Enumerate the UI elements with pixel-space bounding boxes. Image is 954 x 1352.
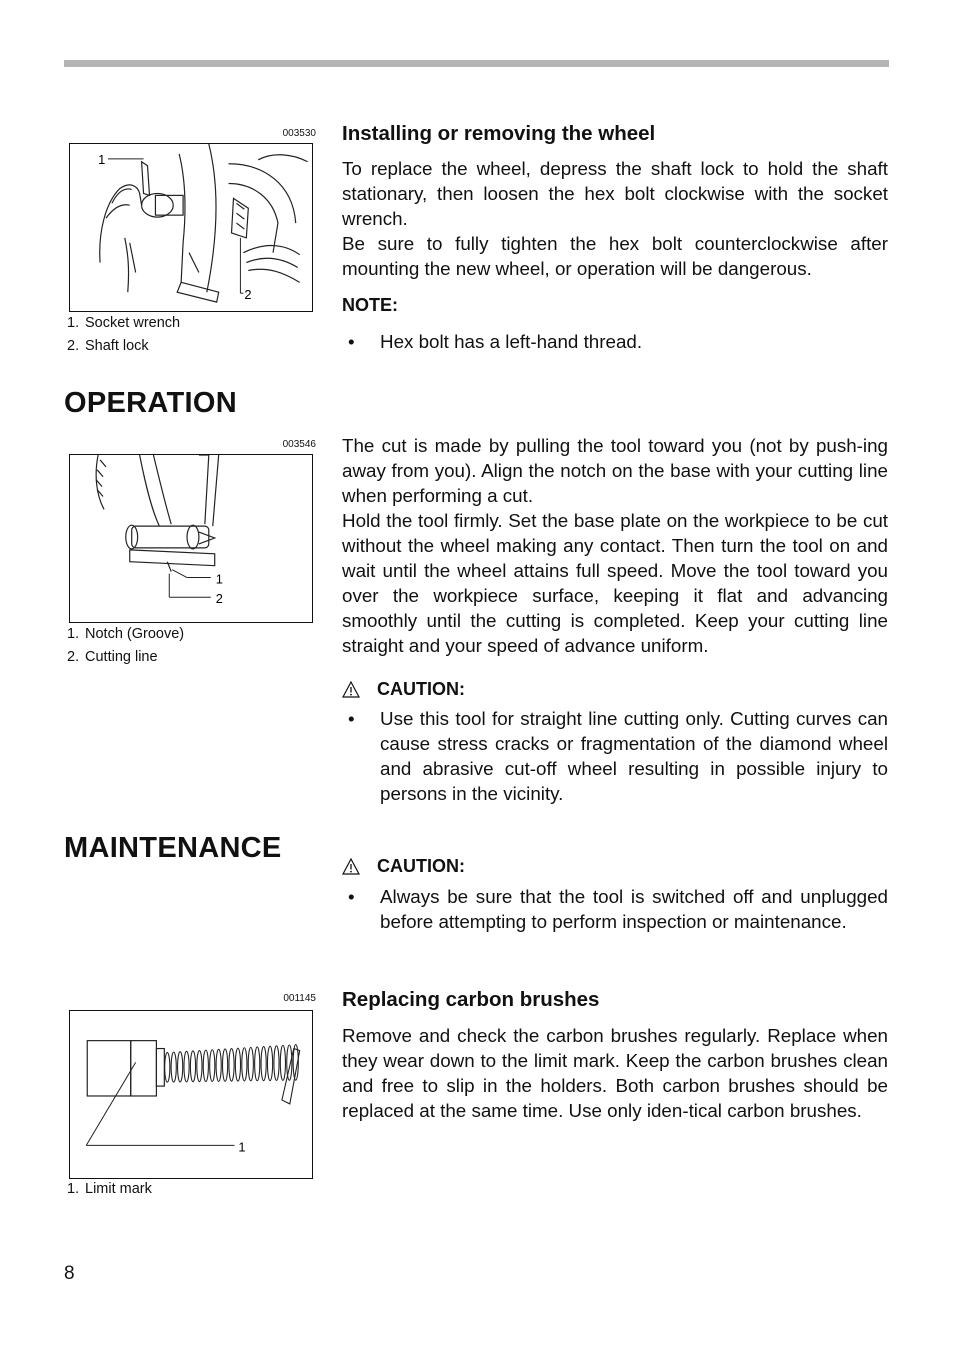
section-heading-install: Installing or removing the wheel — [342, 122, 656, 145]
paragraph: Hold the tool firmly. Set the base plate on the workpiece to be cut without the wheel making any contact. Then turn the tool on and wait until the wheel attains full speed. Move the tool toward you over the workpiece surface, keeping it flat and advancing smoothly until the cutting is completed. Keep your cutting line straight and your speed of advance uniform. — [342, 510, 888, 656]
figure-caption-list — [67, 312, 180, 358]
warning-triangle-icon — [342, 681, 360, 698]
callout-1: 1 — [238, 1139, 246, 1155]
figure-carbon-brush — [69, 1010, 313, 1179]
spring-coil — [184, 1051, 189, 1082]
paragraph: To replace the wheel, depress the shaft lock to hold the shaft stationary, then loosen the hex bolt clockwise with the socket wrench. — [342, 158, 888, 229]
paragraph: Remove and check the carbon brushes regularly. Replace when they wear down to the limit mark. Keep the carbon brushes clean and free to slip in the holders. Both carbon brushes should be replaced at the same time. Use only iden-tical carbon brushes. — [342, 1025, 888, 1121]
figure-code: 001145 — [283, 993, 316, 1004]
section-title-operation: OPERATION — [64, 387, 237, 419]
caption-item: 2. Shaft lock — [67, 338, 149, 354]
spring-coil — [210, 1050, 215, 1082]
spring-coil — [197, 1051, 202, 1082]
spring-coil — [216, 1049, 221, 1081]
caution-bullet: • Use this tool for straight line cutting only. Cutting curves can cause stress cracks or fragmentation of the diamond wheel and abrasive cut-off wheel resulting in possible injury to persons in the vicinity. — [348, 708, 888, 804]
spring-coil — [274, 1046, 279, 1081]
spring-coil — [235, 1048, 240, 1081]
spring-coil — [242, 1048, 247, 1081]
bullet-dot: • — [348, 331, 355, 352]
spring-coil — [190, 1051, 195, 1082]
callout-2: 2 — [244, 287, 252, 303]
figure-caption-list — [67, 1178, 152, 1201]
figure-caption-list — [67, 623, 184, 669]
spring-coil — [255, 1047, 260, 1081]
section-heading-brushes: Replacing carbon brushes — [342, 988, 600, 1011]
callout-1: 1 — [98, 151, 106, 167]
carbon-brush-illustration — [70, 1011, 312, 1178]
caption-item: 1. Notch (Groove) — [67, 626, 185, 642]
spring-coil — [248, 1047, 253, 1080]
notch-illustration — [70, 455, 312, 622]
bullet-dot: • — [348, 886, 355, 907]
spring-coil — [261, 1047, 266, 1081]
figure-code: 003546 — [282, 439, 316, 450]
spring-coil — [178, 1052, 183, 1082]
caption-item: 1. Socket wrench — [67, 315, 181, 331]
spring-coil — [280, 1045, 285, 1080]
bullet-dot: • — [348, 708, 355, 729]
note-label: NOTE: — [342, 295, 398, 315]
paragraph: Be sure to fully tighten the hex bolt counterclockwise after mounting the new wheel, or operation will be dangerous. — [342, 233, 888, 279]
warning-triangle-icon — [342, 858, 360, 875]
figure-wheel-install — [69, 143, 313, 312]
caution-label: CAUTION: — [342, 679, 465, 700]
callout-1: 1 — [215, 571, 223, 587]
section-title-maintenance: MAINTENANCE — [64, 832, 282, 864]
callout-2: 2 — [215, 591, 223, 607]
caution-label: CAUTION: — [342, 856, 465, 877]
wheel-install-illustration — [70, 144, 312, 311]
caution-bullet: • Always be sure that the tool is switched off and unplugged before attempting to perform inspection or maintenance. — [348, 886, 888, 932]
caption-item: 2. Cutting line — [67, 649, 158, 665]
spring-coil — [267, 1046, 272, 1080]
figure-notch — [69, 454, 313, 623]
spring-coil — [165, 1053, 170, 1083]
header-rule — [64, 60, 889, 67]
page-number: 8 — [64, 1263, 75, 1284]
spring-coil — [229, 1049, 234, 1082]
figure-code: 003530 — [282, 128, 316, 139]
paragraph: The cut is made by pulling the tool toward you (not by push-ing away from you). Align the notch on the base with your cutting line when performing a cut. — [342, 435, 888, 506]
caption-item: 1. Limit mark — [67, 1181, 152, 1197]
spring-coil — [203, 1050, 208, 1081]
spring-coil — [171, 1052, 176, 1082]
spring-coil — [223, 1049, 228, 1081]
note-bullet: • Hex bolt has a left-hand thread. — [348, 331, 643, 352]
